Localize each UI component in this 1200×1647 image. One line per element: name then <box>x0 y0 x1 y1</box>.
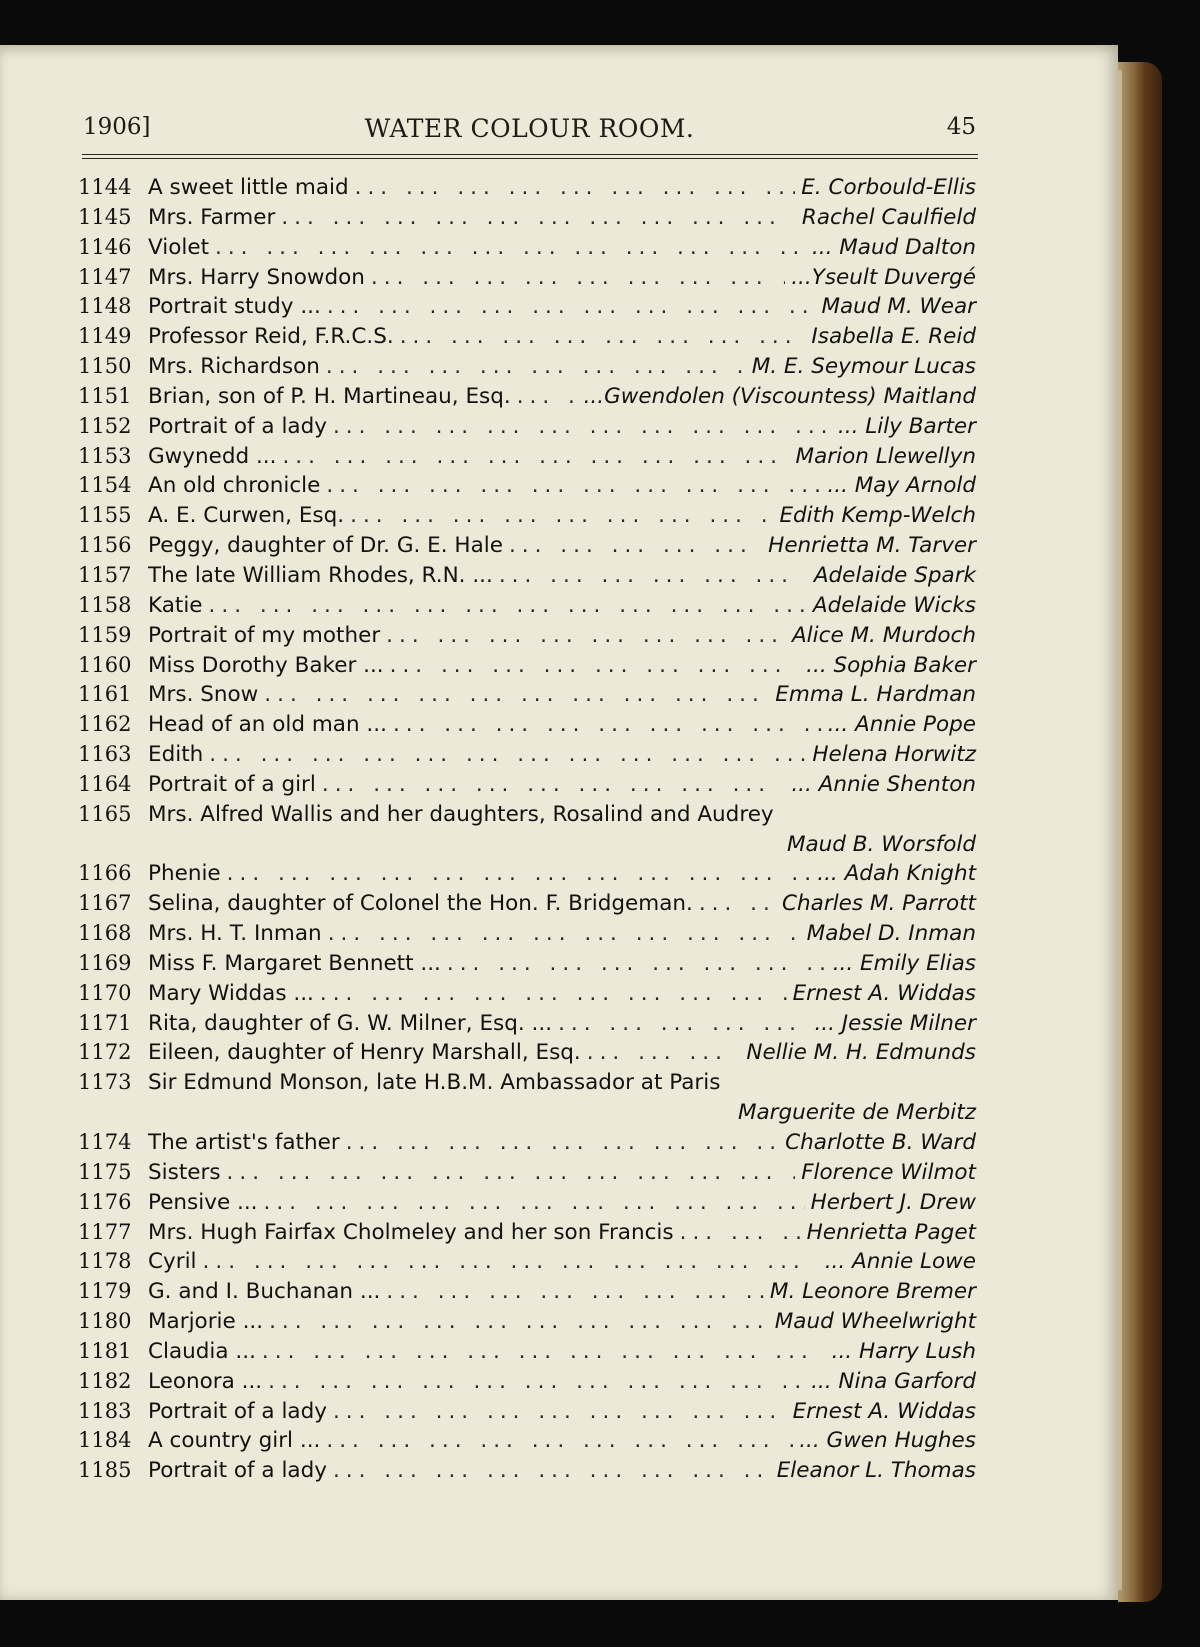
entry-line <box>148 623 976 648</box>
entry-number: 1178 <box>78 1249 132 1274</box>
dot-leader <box>209 742 806 767</box>
entry-artist: ... Sophia Baker <box>806 652 976 678</box>
dot-leader <box>699 891 776 916</box>
catalogue-entry <box>78 563 976 593</box>
entry-line <box>148 742 976 767</box>
entry-number: 1184 <box>78 1428 132 1453</box>
entry-artist: ... Annie Lowe <box>824 1249 976 1275</box>
catalogue-list <box>78 175 976 1488</box>
catalogue-entry <box>78 205 976 235</box>
entry-line <box>148 682 976 707</box>
catalogue-entry <box>78 384 976 414</box>
entry-number: 1177 <box>78 1219 132 1244</box>
dot-leader <box>320 981 787 1006</box>
entry-artist: ... Harry Lush <box>831 1338 976 1364</box>
entry-artist: Edith Kemp-Welch <box>779 503 976 529</box>
dot-leader <box>680 1220 801 1245</box>
entry-artist: Henrietta M. Tarver <box>768 533 976 559</box>
catalogue-entry <box>78 891 976 921</box>
entry-title: A. E. Curwen, Esq. <box>148 503 345 529</box>
entry-line <box>148 563 976 588</box>
catalogue-entry <box>78 414 976 444</box>
entry-number: 1174 <box>78 1130 132 1154</box>
entry-artist: ... Gwen Hughes <box>799 1428 976 1454</box>
entry-number: 1162 <box>78 712 132 737</box>
dot-leader <box>333 414 832 439</box>
entry-line <box>148 981 976 1006</box>
entry-artist: Marion Llewellyn <box>795 443 976 469</box>
catalogue-entry <box>78 1369 976 1399</box>
entry-line <box>148 772 976 797</box>
entry-number: 1160 <box>78 652 132 677</box>
dot-leader <box>209 593 807 618</box>
catalogue-entry <box>78 1399 976 1429</box>
entry-title: Mrs. Farmer <box>148 204 276 230</box>
entry-line <box>148 414 976 439</box>
entry-title: G. and I. Buchanan ... <box>148 1279 381 1305</box>
dot-leader <box>587 1040 741 1065</box>
dot-leader <box>264 682 769 707</box>
catalogue-entry <box>78 1040 976 1070</box>
dot-leader <box>447 951 827 976</box>
entry-line <box>148 921 976 946</box>
entry-title: Edith <box>148 742 204 768</box>
catalogue-entry <box>78 1130 976 1160</box>
entry-number: 1158 <box>78 592 132 617</box>
entry-title: An old chronicle <box>148 473 321 499</box>
entry-title: The late William Rhodes, R.N. ... <box>148 562 493 588</box>
entry-artist: Nellie M. H. Edmunds <box>746 1040 976 1066</box>
entry-line <box>148 324 976 349</box>
entry-title: Mrs. Alfred Wallis and her daughters, Rosalind and Audrey <box>148 801 774 827</box>
entry-artist: Henrietta Paget <box>806 1219 976 1245</box>
entry-title: Portrait of a lady <box>148 1398 327 1424</box>
entry-number: 1156 <box>78 533 132 558</box>
dot-leader <box>355 175 796 200</box>
entry-line <box>148 473 976 498</box>
book-spine <box>1118 62 1162 1602</box>
entry-title: The artist's father <box>148 1130 340 1155</box>
entry-artist: E. Corbould-Ellis <box>801 175 976 200</box>
dot-leader <box>509 533 762 558</box>
header-year: 1906] <box>83 114 151 140</box>
entry-number: 1167 <box>78 891 132 916</box>
entry-artist: ... Emily Elias <box>832 950 976 976</box>
entry-artist: Maud B. Worsfold <box>786 831 976 857</box>
entry-line <box>148 354 976 379</box>
header-rule <box>82 154 978 155</box>
entry-number: 1154 <box>78 473 132 498</box>
dot-leader <box>227 1160 796 1185</box>
entry-line <box>148 444 976 469</box>
header-title: WATER COLOUR ROOM. <box>364 114 695 143</box>
catalogue-entry <box>78 294 976 324</box>
entry-number: 1165 <box>78 801 132 826</box>
entry-artist: ... Annie Pope <box>827 712 976 738</box>
entry-number: 1147 <box>78 264 132 289</box>
entry-number: 1179 <box>78 1279 132 1304</box>
dot-leader <box>400 324 806 349</box>
dot-leader <box>390 653 801 678</box>
entry-number: 1172 <box>78 1040 132 1065</box>
entry-number: 1183 <box>78 1398 132 1423</box>
entry-line <box>148 294 976 319</box>
catalogue-entry <box>78 1190 976 1220</box>
catalogue-entry <box>78 473 976 503</box>
dot-leader <box>268 1369 805 1394</box>
entry-title: Portrait of a girl <box>148 771 316 797</box>
dot-leader <box>326 354 746 379</box>
entry-line <box>148 1458 976 1483</box>
entry-artist: Ernest A. Widdas <box>792 980 976 1006</box>
entry-number: 1171 <box>78 1010 132 1035</box>
catalogue-entry <box>78 682 976 712</box>
entry-number: 1175 <box>78 1159 132 1184</box>
entry-title: Gwynedd ... <box>148 443 277 469</box>
catalogue-entry <box>78 354 976 384</box>
entry-line <box>148 205 976 230</box>
entry-line <box>148 503 976 528</box>
entry-number: 1182 <box>78 1368 132 1393</box>
dot-leader <box>558 1011 808 1036</box>
dot-leader <box>326 1428 793 1453</box>
entry-artist: Rachel Caulfield <box>801 204 976 230</box>
entry-artist: ... Maud Dalton <box>811 234 976 260</box>
entry-number: 1161 <box>78 682 132 707</box>
entry-title: Peggy, daughter of Dr. G. E. Hale <box>148 533 503 559</box>
catalogue-entry <box>78 1070 976 1130</box>
catalogue-entry <box>78 1428 976 1458</box>
dot-leader <box>281 205 796 230</box>
entry-title: Miss F. Margaret Bennett ... <box>148 950 441 976</box>
catalogue-entry <box>78 444 976 474</box>
entry-artist: Emma L. Hardman <box>775 682 976 708</box>
entry-number: 1173 <box>78 1070 132 1095</box>
entry-number: 1180 <box>78 1309 132 1334</box>
dot-leader <box>333 1458 771 1483</box>
entry-artist: M. Leonore Bremer <box>769 1279 976 1305</box>
dot-leader <box>269 1309 769 1334</box>
entry-line <box>148 1160 976 1185</box>
entry-line <box>148 951 976 976</box>
entry-number: 1166 <box>78 861 132 886</box>
dot-leader <box>327 294 816 319</box>
entry-artist: Maud Wheelwright <box>774 1309 976 1335</box>
dot-leader <box>282 444 789 469</box>
catalogue-entry <box>78 1011 976 1041</box>
entry-artist: Charlotte B. Ward <box>785 1130 976 1155</box>
entry-line <box>148 1130 976 1155</box>
entry-number: 1149 <box>78 324 132 349</box>
catalogue-entry <box>78 623 976 653</box>
entry-line <box>148 1369 976 1394</box>
entry-number: 1146 <box>78 234 132 259</box>
entry-title: Miss Dorothy Baker ... <box>148 652 384 678</box>
entry-artist: Helena Horwitz <box>812 742 976 768</box>
header-page-number: 45 <box>946 114 976 140</box>
entry-number: 1181 <box>78 1338 132 1363</box>
entry-artist: ...Yseult Duvergé <box>791 264 976 290</box>
entry-line <box>148 712 976 737</box>
catalogue-entry <box>78 265 976 295</box>
catalogue-entry <box>78 1339 976 1369</box>
catalogue-entry <box>78 772 976 802</box>
entry-artist: ... Lily Barter <box>837 413 976 439</box>
entry-line <box>148 861 976 886</box>
entry-line <box>148 1040 976 1065</box>
entry-line <box>148 175 976 200</box>
dot-leader <box>346 1130 779 1155</box>
catalogue-entry <box>78 175 976 205</box>
catalogue-entry <box>78 1160 976 1190</box>
entry-number: 1163 <box>78 742 132 767</box>
dot-leader <box>262 1339 826 1364</box>
entry-title: Mrs. Hugh Fairfax Cholmeley and her son Francis <box>148 1219 674 1245</box>
dot-leader <box>227 861 812 886</box>
entry-title: Leonora ... <box>148 1368 263 1394</box>
catalogue-entry <box>78 1279 976 1309</box>
catalogue-entry <box>78 951 976 981</box>
entry-artist: Adelaide Wicks <box>812 592 976 618</box>
entry-number: 1169 <box>78 950 132 975</box>
entry-artist: Adelaide Spark <box>813 562 976 588</box>
entry-title: Selina, daughter of Colonel the Hon. F. Bridgeman. <box>148 891 693 917</box>
entry-artist: ... Adah Knight <box>817 861 976 887</box>
dot-leader <box>328 921 801 946</box>
dot-leader <box>264 1190 805 1215</box>
entry-artist: ... Nina Garford <box>811 1368 976 1394</box>
entry-title: Claudia ... <box>148 1338 256 1364</box>
entry-artist: Isabella E. Reid <box>811 324 976 350</box>
entry-title: Portrait of a lady <box>148 1458 327 1484</box>
catalogue-entry <box>78 653 976 683</box>
entry-artist: Ernest A. Widdas <box>792 1398 976 1424</box>
entry-number: 1157 <box>78 562 132 587</box>
dot-leader <box>386 1279 764 1304</box>
entry-title: Katie <box>148 592 203 618</box>
dot-leader <box>203 1249 819 1274</box>
dot-leader <box>386 623 786 648</box>
entry-title: Cyril <box>148 1249 197 1275</box>
catalogue-entry <box>78 861 976 891</box>
entry-line <box>148 384 976 409</box>
catalogue-entry <box>78 921 976 951</box>
entry-title: Phenie <box>148 861 221 887</box>
entry-line <box>148 1249 976 1274</box>
entry-artist: M. E. Seymour Lucas <box>751 354 976 380</box>
entry-artist: Herbert J. Drew <box>810 1189 976 1215</box>
catalogue-entry <box>78 802 976 862</box>
entry-line <box>148 1070 976 1095</box>
entry-artist: Charles M. Parrott <box>782 891 976 917</box>
entry-artist: ... Jessie Milner <box>814 1010 976 1036</box>
entry-number: 1164 <box>78 771 132 796</box>
entry-line <box>148 1339 976 1364</box>
entry-title: Marjorie ... <box>148 1309 264 1335</box>
entry-artist: Alice M. Murdoch <box>791 622 976 648</box>
entry-title: Head of an old man ... <box>148 712 387 738</box>
dot-leader <box>350 503 773 528</box>
catalogue-entry <box>78 981 976 1011</box>
catalogue-entry <box>78 593 976 623</box>
entry-number: 1148 <box>78 294 132 319</box>
catalogue-entry <box>78 1458 976 1488</box>
entry-title: Rita, daughter of G. W. Milner, Esq. ... <box>148 1010 553 1036</box>
entry-line <box>148 1011 976 1036</box>
entry-artist: Maud M. Wear <box>821 294 976 320</box>
entry-title: A country girl ... <box>148 1428 321 1454</box>
entry-number: 1155 <box>78 503 132 528</box>
entry-title: Brian, son of P. H. Martineau, Esq. <box>148 383 511 409</box>
entry-number: 1170 <box>78 980 132 1005</box>
entry-number: 1185 <box>78 1458 132 1483</box>
entry-title: Portrait of a lady <box>148 413 327 439</box>
entry-line <box>148 891 976 916</box>
catalogue-entry <box>78 712 976 742</box>
entry-title: Pensive ... <box>148 1189 258 1215</box>
entry-title: Mrs. Snow <box>148 682 259 708</box>
entry-line <box>148 1279 976 1304</box>
entry-number: 1152 <box>78 413 132 438</box>
entry-line <box>148 802 976 827</box>
dot-leader <box>371 265 785 290</box>
entry-line <box>148 533 976 558</box>
entry-number: 1150 <box>78 354 132 379</box>
entry-title: Mrs. Richardson <box>148 354 320 380</box>
dot-leader <box>215 235 806 260</box>
entry-title: Mrs. H. T. Inman <box>148 921 322 947</box>
entry-line <box>148 1399 976 1424</box>
entry-artist: ...Gwendolen (Viscountess) Maitland <box>583 383 976 409</box>
page-header <box>83 114 976 148</box>
entry-number: 1176 <box>78 1189 132 1214</box>
catalogue-entry <box>78 1249 976 1279</box>
entry-number: 1151 <box>78 383 132 408</box>
catalogue-entry <box>78 503 976 533</box>
dot-leader <box>326 473 821 498</box>
entry-line <box>148 1220 976 1245</box>
entry-line <box>148 653 976 678</box>
catalogue-entry <box>78 324 976 354</box>
catalogue-entry <box>78 742 976 772</box>
entry-artist: Eleanor L. Thomas <box>776 1458 976 1484</box>
entry-number: 1159 <box>78 622 132 647</box>
entry-line <box>148 1190 976 1215</box>
entry-line <box>148 1309 976 1334</box>
dot-leader <box>322 772 785 797</box>
catalogue-entry <box>78 533 976 563</box>
entry-number: 1168 <box>78 921 132 946</box>
entry-title: Professor Reid, F.R.C.S. <box>148 324 394 350</box>
catalogue-entry <box>78 1220 976 1250</box>
entry-number: 1145 <box>78 204 132 229</box>
dot-leader <box>517 384 578 409</box>
entry-title: Eileen, daughter of Henry Marshall, Esq. <box>148 1040 581 1066</box>
entry-artist: Florence Wilmot <box>801 1159 976 1185</box>
entry-line <box>148 1428 976 1453</box>
entry-number: 1153 <box>78 443 132 468</box>
catalogue-entry <box>78 235 976 265</box>
entry-line <box>148 235 976 260</box>
entry-number: 1144 <box>78 175 132 199</box>
dot-leader <box>499 563 808 588</box>
dot-leader <box>393 712 822 737</box>
catalogue-entry <box>78 1309 976 1339</box>
entry-title: Portrait study ... <box>148 294 321 320</box>
dot-leader <box>333 1399 787 1424</box>
entry-artist: Mabel D. Inman <box>806 921 976 947</box>
entry-line <box>148 265 976 290</box>
entry-title: Sisters <box>148 1159 221 1185</box>
entry-line <box>148 593 976 618</box>
entry-title: Mary Widdas ... <box>148 980 314 1006</box>
entry-title: Portrait of my mother <box>148 622 381 648</box>
entry-title: Sir Edmund Monson, late H.B.M. Ambassador at Paris <box>148 1070 721 1096</box>
header-rule-thin <box>82 158 978 159</box>
entry-title: A sweet little maid <box>148 175 349 200</box>
entry-artist: ... Annie Shenton <box>791 771 976 797</box>
entry-title: Mrs. Harry Snowdon <box>148 264 365 290</box>
entry-artist: Marguerite de Merbitz <box>737 1100 976 1126</box>
entry-artist: ... May Arnold <box>827 473 976 499</box>
entry-title: Violet <box>148 234 209 260</box>
